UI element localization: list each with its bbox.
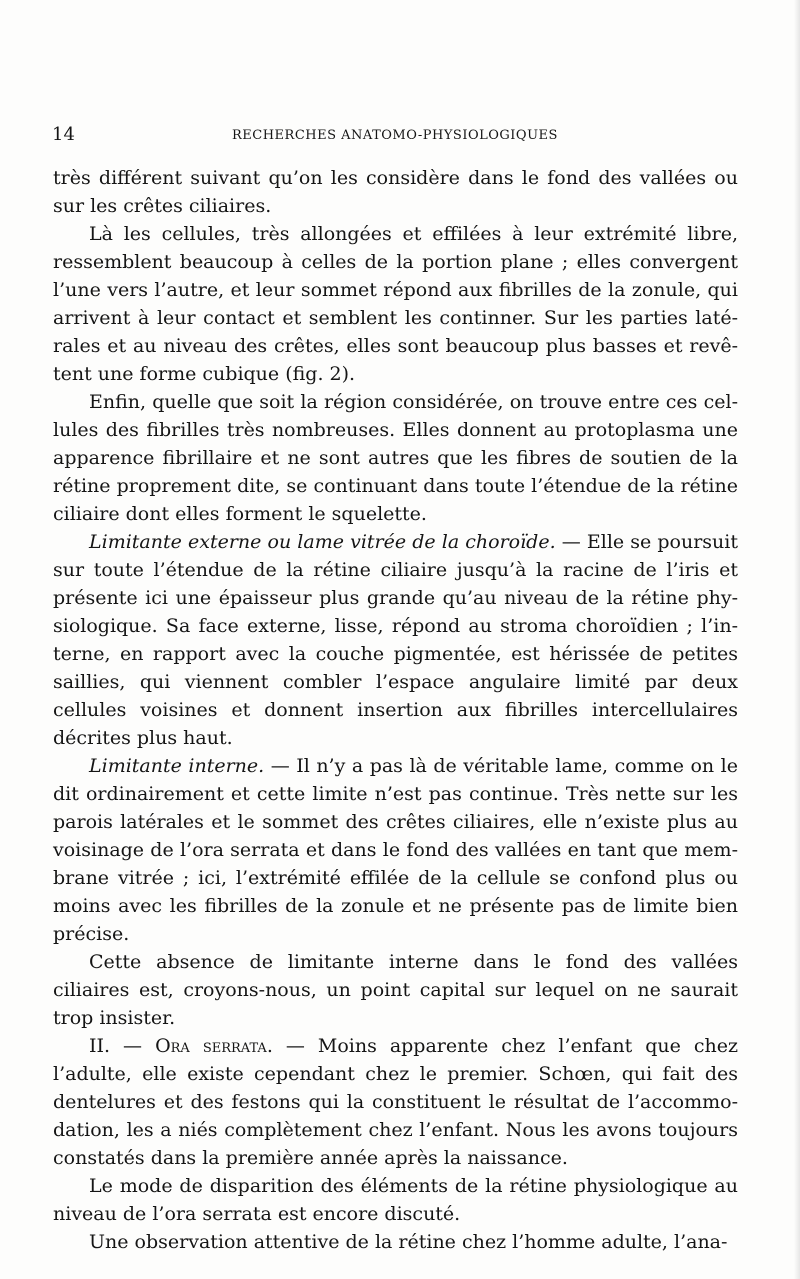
paragraph-limitante-interne — [53, 752, 738, 948]
paragraph-limitante-externe — [53, 528, 738, 752]
body-text — [53, 164, 738, 1256]
page-edge-shadow — [794, 0, 800, 1279]
running-title: RECHERCHES ANATOMO-PHYSIOLOGIQUES — [232, 128, 558, 143]
paragraph-text: Le mode de disparition des éléments de la rétine physiologique au niveau de l’ora serrata est encore discuté. — [53, 1175, 738, 1225]
running-header — [52, 124, 742, 144]
paragraph-text: — Moins apparente chez l’enfant que chez l’adulte, elle existe cependant chez le premier. Schœn, qui fait des dentelures et des festons qui la constituent le résultat de l’accommo-dation, les a niés complètement chez l’enfant. Nous les avons toujours constatés dans la première année après la naissance. — [53, 1035, 738, 1169]
section-heading: Ora serrata. — [155, 1035, 273, 1057]
section-number: II. — — [89, 1035, 156, 1057]
paragraph-fibrilles — [53, 388, 738, 528]
paragraph-disparition — [53, 1172, 738, 1228]
paragraph-text: Une observation attentive de la rétine chez l’homme adulte, l’ana- — [89, 1231, 728, 1253]
paragraph-ora-serrata — [53, 1032, 738, 1172]
paragraph-text: Cette absence de limitante interne dans le fond des vallées ciliaires est, croyons-nous, un point capital sur lequel on ne saurait trop insister. — [53, 951, 738, 1029]
paragraph-text: très différent suivant qu’on les considère dans le fond des vallées ou sur les crêtes ciliaires. — [53, 167, 738, 217]
page-number: 14 — [52, 124, 75, 145]
paragraph-text: Enfin, quelle que soit la région considérée, on trouve entre ces cel-lules des fibrilles très nombreuses. Elles donnent au protoplasma une apparence fibrillaire et ne sont autres que les fibres de soutien de la rétine proprement dite, se continuant dans toute l’étendue de la rétine ciliaire dont elles forment le squelette. — [53, 391, 738, 525]
paragraph-continuation — [53, 164, 738, 220]
paragraph-observation — [53, 1228, 738, 1256]
run-in-heading: Limitante externe ou lame vitrée de la choroïde. — [89, 531, 556, 553]
run-in-heading: Limitante interne. — [89, 755, 265, 777]
paragraph-absence — [53, 948, 738, 1032]
paragraph-cellules — [53, 220, 738, 388]
paragraph-text: — Elle se poursuit sur toute l’étendue de la rétine ciliaire jusqu’à la racine de l’iris et présente ici une épaisseur plus grande qu’au niveau de la rétine phy-siologique. Sa face externe, lisse, répond au stroma choroïdien ; l’in-terne, en rapport avec la couche pigmentée, est hérissée de petites saillies, qui viennent combler l’espace angulaire limité par deux cellules voisines et donnent insertion aux fibrilles intercellulaires décrites plus haut. — [53, 531, 738, 749]
paragraph-text: — Il n’y a pas là de véritable lame, comme on le dit ordinairement et cette limite n’est pas continue. Très nette sur les parois latérales et le sommet des crêtes ciliaires, elle n’existe plus au voisinage de l’ora serrata et dans le fond des vallées en tant que mem-brane vitrée ; ici, l’extrémité effilée de la cellule se confond plus ou moins avec les fibrilles de la zonule et ne présente pas de limite bien précise. — [53, 755, 739, 945]
paragraph-text: Là les cellules, très allongées et effilées à leur extrémité libre, ressemblent beaucoup à celles de la portion plane ; elles convergent l’une vers l’autre, et leur sommet répond aux fibrilles de la zonule, qui arrivent à leur contact et semblent les continner. Sur les parties laté-rales et au niveau des crêtes, elles sont beaucoup plus basses et revê-tent une forme cubique (fig. 2). — [53, 223, 738, 385]
